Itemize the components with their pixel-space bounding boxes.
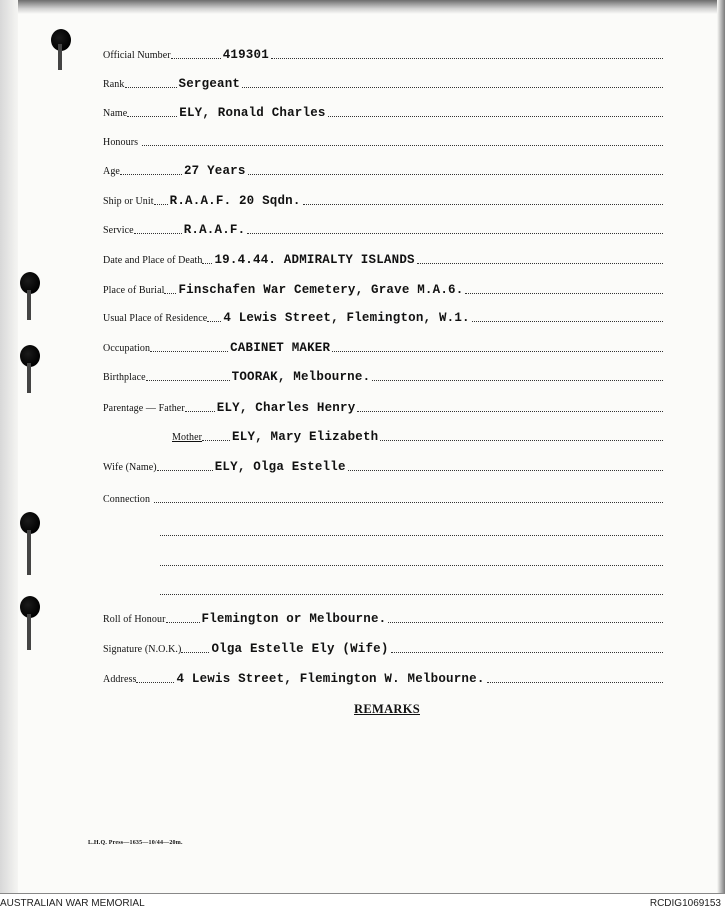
official-number-row — [103, 46, 663, 62]
occupation-row — [103, 339, 663, 355]
occupation-value: CABINET MAKER — [230, 341, 331, 355]
ship-or-unit-label: Ship or Unit — [103, 196, 154, 207]
punch-hole-tear — [27, 290, 31, 320]
age-value: 27 Years — [183, 164, 246, 178]
punch-hole-tear — [27, 530, 31, 575]
date-place-of-death-value: 19.4.44. ADMIRALTY ISLANDS — [214, 253, 415, 267]
signature-value: Olga Estelle Ely (Wife) — [211, 642, 389, 656]
usual-residence-row — [103, 309, 663, 325]
service-value: R.A.A.F. — [183, 223, 246, 237]
usual-residence-label: Usual Place of Residence — [103, 313, 208, 324]
official-number-value: 419301 — [222, 48, 269, 62]
date-place-of-death-row — [103, 251, 663, 267]
connection-line — [160, 534, 663, 536]
service-row — [103, 221, 663, 237]
connection-row — [103, 490, 663, 506]
honours-label: Honours — [103, 137, 139, 148]
connection-line — [160, 564, 663, 566]
rank-value: Sergeant — [178, 77, 241, 91]
service-label: Service — [103, 225, 134, 236]
age-row — [103, 162, 663, 178]
official-number-label: Official Number — [103, 50, 171, 61]
occupation-label: Occupation — [103, 343, 151, 354]
name-row — [103, 104, 663, 120]
wife-row — [103, 458, 663, 474]
signature-label: Signature (N.O.K.) — [103, 644, 182, 655]
place-of-burial-label: Place of Burial — [103, 285, 165, 296]
archive-source: AUSTRALIAN WAR MEMORIAL — [0, 898, 145, 909]
birthplace-label: Birthplace — [103, 372, 146, 383]
punch-hole-tear — [58, 44, 62, 70]
usual-residence-value: 4 Lewis Street, Flemington, W.1. — [223, 311, 470, 325]
scan-right-edge — [717, 0, 725, 893]
parentage-father-row — [103, 399, 663, 415]
place-of-burial-value: Finschafen War Cemetery, Grave M.A.6. — [178, 283, 464, 297]
scan-top-edge — [0, 0, 725, 14]
archive-id: RCDIG1069153 — [649, 898, 721, 909]
parentage-father-label: Parentage — Father — [103, 403, 185, 414]
connection-label: Connection — [103, 494, 151, 505]
address-label: Address — [103, 674, 137, 685]
scan-left-edge — [0, 0, 18, 893]
name-label: Name — [103, 108, 128, 119]
address-row — [103, 670, 663, 686]
roll-of-honour-label: Roll of Honour — [103, 614, 166, 625]
rank-label: Rank — [103, 79, 125, 90]
birthplace-row — [103, 368, 663, 384]
ship-or-unit-value: R.A.A.F. 20 Sqdn. — [169, 194, 301, 208]
parentage-mother-label: Mother — [172, 432, 203, 443]
parentage-father-value: ELY, Charles Henry — [216, 401, 356, 415]
punch-hole-tear — [27, 614, 31, 650]
place-of-burial-row — [103, 281, 663, 297]
date-place-of-death-label: Date and Place of Death — [103, 255, 203, 266]
connection-line — [160, 593, 663, 595]
age-label: Age — [103, 166, 120, 177]
parentage-mother-row — [172, 428, 663, 444]
roll-of-honour-row — [103, 610, 663, 626]
name-value: ELY, Ronald Charles — [179, 106, 326, 120]
honours-row — [103, 133, 663, 149]
address-value: 4 Lewis Street, Flemington W. Melbourne. — [176, 672, 485, 686]
birthplace-value: TOORAK, Melbourne. — [231, 370, 371, 384]
wife-value: ELY, Olga Estelle — [214, 460, 346, 474]
wife-label: Wife (Name) — [103, 462, 157, 473]
parentage-mother-value: ELY, Mary Elizabeth — [232, 430, 379, 444]
rank-row — [103, 75, 663, 91]
roll-of-honour-value: Flemington or Melbourne. — [201, 612, 387, 626]
printer-code: L.H.Q. Press—1635—10/44—20m. — [88, 840, 183, 846]
punch-hole-tear — [27, 363, 31, 393]
ship-or-unit-row — [103, 192, 663, 208]
archive-footer — [0, 893, 725, 914]
remarks-heading: REMARKS — [354, 702, 420, 716]
signature-row — [103, 640, 663, 656]
